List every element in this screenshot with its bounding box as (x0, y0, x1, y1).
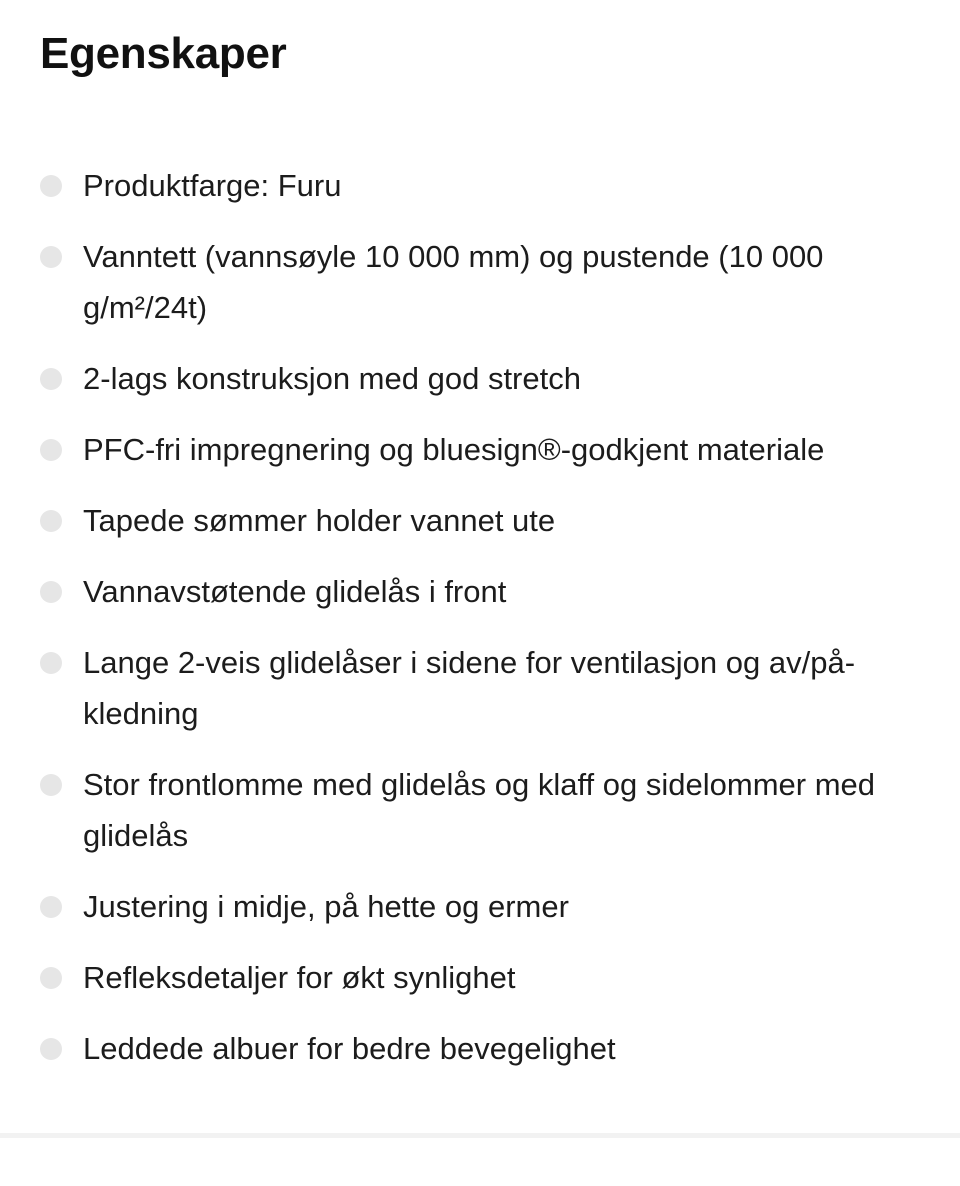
bullet-icon (40, 652, 62, 674)
bullet-icon (40, 439, 62, 461)
feature-text: Tapede sømmer holder vannet ute (83, 503, 556, 538)
bullet-icon (40, 896, 62, 918)
feature-text: Stor frontlomme med glidelås og klaff og sidelommer med glidelås (83, 767, 875, 853)
feature-text: PFC-fri impregnering og bluesign®-godkjent materiale (83, 432, 825, 467)
section-divider (0, 1133, 960, 1138)
bullet-icon (40, 175, 62, 197)
feature-item (40, 495, 940, 546)
bullet-icon (40, 510, 62, 532)
feature-item (40, 759, 940, 861)
bullet-icon (40, 967, 62, 989)
feature-item (40, 231, 940, 333)
feature-item (40, 424, 940, 475)
bullet-icon (40, 1038, 62, 1060)
feature-text: Refleksdetaljer for økt synlighet (83, 960, 516, 995)
feature-text: Produktfarge: Furu (83, 168, 342, 203)
feature-text: Leddede albuer for bedre bevegelighet (83, 1031, 616, 1066)
feature-text: Vannavstøtende glidelås i front (83, 574, 507, 609)
feature-item (40, 881, 940, 932)
feature-list (40, 160, 940, 1094)
feature-item (40, 637, 940, 739)
feature-item (40, 160, 940, 211)
feature-item (40, 952, 940, 1003)
feature-text: Vanntett (vannsøyle 10 000 mm) og pustende (10 000 g/m²/24t) (83, 239, 824, 325)
feature-text: Justering i midje, på hette og ermer (83, 889, 569, 924)
bullet-icon (40, 368, 62, 390)
section-title: Egenskaper (40, 29, 287, 78)
feature-item (40, 566, 940, 617)
bullet-icon (40, 246, 62, 268)
feature-item (40, 353, 940, 404)
feature-text: Lange 2-veis glidelåser i sidene for ventilasjon og av/på-kledning (83, 645, 856, 731)
bullet-icon (40, 774, 62, 796)
feature-item (40, 1023, 940, 1074)
bullet-icon (40, 581, 62, 603)
feature-text: 2-lags konstruksjon med god stretch (83, 361, 581, 396)
